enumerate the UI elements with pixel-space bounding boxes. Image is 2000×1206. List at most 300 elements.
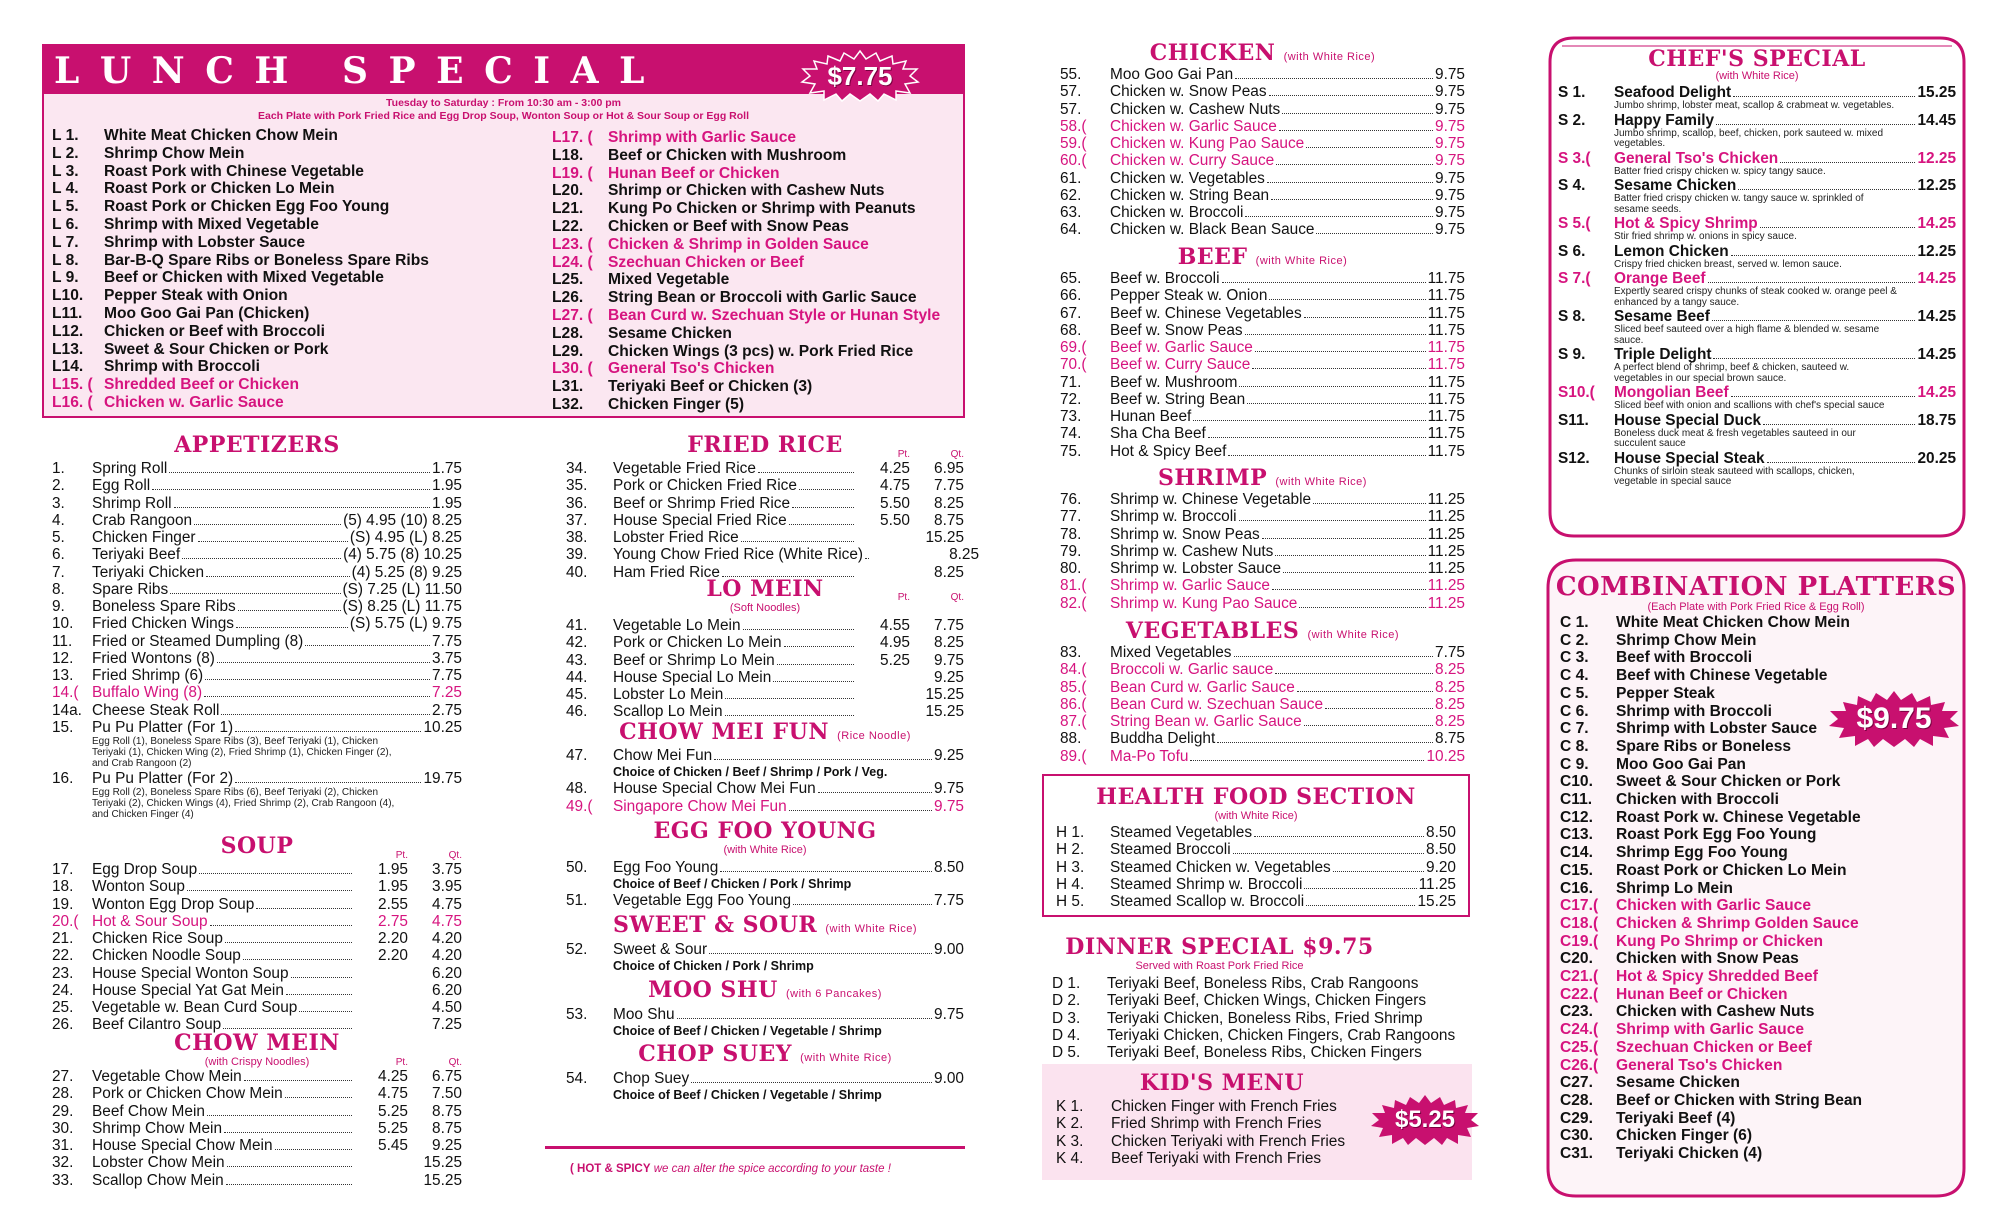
item-name: Chicken w. Cashew Nuts [1110,100,1281,118]
item-price: 15.25 [1917,84,1956,101]
leader-dots [210,925,353,926]
leader-dots [784,646,854,647]
item-price: (5) 4.95 (10) 8.25 [343,511,462,529]
item-number: L18. [552,146,584,164]
menu-item [1052,1044,1467,1061]
item-name: Chicken or Beef with Snow Peas [608,217,849,235]
soup-section [52,833,462,1034]
kids-price-burst [1370,1094,1480,1146]
item-name: Bar-B-Q Spare Ribs or Boneless Spare Ribs [104,251,429,269]
menu-item [1060,577,1465,594]
leader-dots [207,1115,352,1116]
menu-item [1060,560,1465,577]
item-number: L 6. [52,215,79,233]
item-number: C22.( [1560,985,1599,1003]
item-name: Spare Ribs [92,580,169,598]
item-name: Scallop Chow Mein [92,1171,224,1189]
item-number: 47. [566,747,588,764]
item-price: 9.75 [1435,186,1465,204]
leader-dots [169,472,430,473]
leader-dots [1234,656,1434,657]
leader-dots [1304,725,1433,726]
menu-item [52,341,532,359]
leader-dots [1304,317,1426,318]
leader-dots [1325,708,1433,709]
item-price: 9.75 [1435,117,1465,135]
leader-dots [187,890,352,891]
menu-item [52,930,462,947]
menu-item [52,564,462,581]
leader-dots [1306,147,1433,148]
item-price-quart: 3.95 [432,878,462,896]
item-price-quart: 4.20 [432,930,462,947]
leader-dots [224,1132,352,1133]
item-name: String Bean w. Garlic Sauce [1110,713,1302,730]
chefs-title: CHEF'S SPECIAL [1648,46,1866,72]
leader-dots [1255,351,1426,352]
item-number: H 1. [1056,824,1085,841]
item-price-pint: 4.55 [880,617,910,634]
item-description: Crispy fried chicken breast, served w. lemon sauce. [1614,258,1842,270]
item-name: Chicken w. Kung Pao Sauce [1110,135,1305,152]
menu-item [552,396,962,414]
combination-title: COMBINATION PLATTERS [1555,572,1957,602]
item-number: 10. [52,615,74,633]
item-name: Teriyaki Beef (4) [1616,1109,1736,1127]
item-number: L32. [552,395,584,413]
sweetsour-section [566,912,964,974]
item-number: L19. ( [552,164,593,182]
menu-item [552,218,962,236]
item-price: 8.50 [1426,824,1456,841]
item-name: Fried Chicken Wings [92,615,234,633]
vegetables-title: VEGETABLES (with White Rice) [1125,618,1400,644]
friedrice-section [566,432,980,581]
item-price: 1.75 [432,460,462,477]
item-number: K 1. [1056,1098,1084,1115]
menu-item [1560,1092,1960,1110]
item-price: 11.75 [1427,408,1465,425]
item-number: L 2. [52,144,79,162]
item-price: 11.75 [1427,321,1465,339]
item-name: Chicken w. Black Bean Sauce [1110,221,1315,239]
menu-item [1560,1021,1960,1039]
item-name: General Tso's Chicken [1614,149,1779,167]
menu-item [52,650,462,667]
menu-item [1558,84,1956,101]
item-name: Beef or Shrimp Lo Mein [613,651,775,669]
item-price-quart: 7.75 [934,477,964,495]
item-price: 9.25 [934,747,964,764]
menu-item [552,200,962,218]
item-price: 11.25 [1427,508,1465,526]
item-price: 7.75 [1435,644,1465,661]
menu-item [1560,844,1960,862]
leader-dots [677,1018,932,1019]
item-number: L31. [552,378,584,396]
soup-list [52,861,462,1034]
eggfoo-section [566,818,964,910]
item-price: 9.20 [1426,858,1456,876]
appetizers-list [52,460,462,820]
menu-item [566,703,964,720]
item-number: 53. [566,1006,588,1023]
item-name: Chicken Teriyaki with French Fries [1111,1132,1346,1150]
menu-item [566,780,964,797]
item-name: Beef w. Chinese Vegetables [1110,304,1302,322]
menu-item [52,1085,462,1102]
lunch-hours: Tuesday to Saturday : From 10:30 am - 3:00 pm [386,97,621,109]
item-price: 11.75 [1427,442,1465,460]
item-name: House Special Steak [1614,449,1765,467]
menu-item [566,747,964,764]
eggfoo-title: EGG FOO YOUNG [653,818,877,844]
item-name: Hot & Spicy Beef [1110,442,1227,460]
menu-item [1060,543,1465,560]
leader-dots [1316,233,1433,234]
menu-item [1560,791,1960,809]
leader-dots [1235,78,1433,79]
item-price: 8.50 [1426,841,1456,859]
menu-item [52,947,462,964]
item-number: 38. [566,529,588,546]
leader-dots [206,576,350,577]
item-name: Teriyaki Beef, Boneless Ribs, Chicken Fingers [1107,1044,1422,1062]
leader-dots [1306,905,1415,906]
item-price-quart: 15.25 [423,1171,462,1189]
item-number: 57. [1060,100,1082,118]
leader-dots [182,558,341,559]
item-name: Pu Pu Platter (For 1) [92,718,234,736]
menu-item [52,127,532,145]
item-name: Wonton Soup [92,878,185,896]
item-name: Mongolian Beef [1614,384,1729,401]
leader-dots [1731,255,1916,256]
leader-dots [291,977,352,978]
leader-dots [789,810,932,811]
menu-item [566,652,964,669]
item-name: Scallop Lo Mein [613,703,723,721]
item-name: Moo Goo Gai Pan [1110,66,1234,83]
menu-item [52,982,462,999]
item-name: Fried or Steamed Dumpling (8) [92,632,304,650]
menu-item [1060,508,1465,525]
item-number: L 8. [52,251,79,269]
item-name: Chicken Finger with French Fries [1111,1098,1337,1115]
menu-item [1060,491,1465,508]
item-number: 71. [1060,373,1082,391]
leader-dots [235,782,421,783]
menu-item [552,236,962,254]
beef-list [1060,270,1465,460]
item-name: Roast Pork w. Chinese Vegetable [1616,808,1861,826]
item-price: 9.75 [1435,204,1465,221]
menu-item [52,512,462,529]
item-name: Sweet & Sour [613,941,708,958]
item-name: Beef w. Curry Sauce [1110,356,1251,374]
leader-dots [1712,320,1916,321]
item-name: Shrimp or Chicken with Cashew Nuts [608,182,885,200]
item-number: L20. [552,182,584,200]
item-name: Shrimp with Mixed Vegetable [104,215,319,233]
menu-item [1558,112,1956,129]
item-price: 9.75 [1435,135,1465,152]
item-name: Fried Wontons (8) [92,649,215,667]
item-price: 9.00 [934,1070,964,1087]
kids-price: $5.25 [1394,1106,1456,1133]
menu-item [1060,661,1465,678]
item-number: 19. [52,895,74,913]
menu-item [1052,1027,1467,1044]
item-number: 20.( [52,912,79,930]
leader-dots [199,873,352,874]
item-name: Triple Delight [1614,346,1712,363]
item-number: L27. ( [552,306,593,324]
item-number: C 8. [1560,737,1589,755]
leader-dots [1222,282,1426,283]
item-number: C15. [1560,861,1593,879]
menu-item [1560,1039,1960,1057]
leader-dots [1233,853,1424,854]
item-price: 11.75 [1427,270,1465,287]
item-number: C10. [1560,773,1593,791]
menu-item [52,1154,462,1171]
leader-dots [204,696,430,697]
menu-item [1060,187,1465,204]
menu-item [1060,696,1465,713]
menu-item [1560,632,1960,650]
item-name: General Tso's Chicken [608,360,775,378]
item-name: Singapore Chow Mei Fun [613,797,787,815]
menu-item [52,913,462,930]
leader-dots [1333,871,1424,872]
item-price-pint: 2.75 [378,912,408,930]
item-number: 30. [52,1119,74,1137]
menu-item [1060,339,1465,356]
item-number: S 6. [1558,242,1586,260]
menu-item [1056,876,1456,893]
item-price: 8.25 [1435,695,1465,713]
leader-dots [1738,189,1915,190]
item-price-pint: 4.25 [880,460,910,477]
item-number: D 5. [1052,1044,1081,1062]
menu-item [52,615,462,632]
leader-dots [1275,673,1433,674]
lomein-section [566,576,964,721]
leader-dots [227,1166,352,1167]
item-name: Chicken Finger [92,529,196,546]
item-name: Shrimp with Lobster Sauce [1616,720,1818,738]
item-description: Sliced beef sauteed over a high flame & blended w. sesame sauce. [1614,324,1880,346]
item-price: 9.75 [1435,100,1465,118]
menu-item [552,254,962,272]
leader-dots [725,698,854,699]
item-name: Shrimp with Garlic Sauce [1616,1021,1805,1039]
item-name: House Special Chow Mei Fun [613,780,816,798]
menu-item [552,165,962,183]
menu-item [52,198,532,216]
leader-dots [286,994,352,995]
item-name: Beef w. Garlic Sauce [1110,339,1253,356]
item-number: 79. [1060,542,1082,560]
menu-item [1560,880,1960,898]
item-number: 80. [1060,560,1082,577]
item-number: K 3. [1056,1132,1084,1150]
leader-dots [221,714,430,715]
menu-item [1560,968,1960,986]
item-number: 73. [1060,408,1082,425]
item-number: C 9. [1560,755,1589,773]
item-name: Sesame Chicken [1616,1074,1740,1092]
item-price: 8.50 [934,859,964,876]
menu-item [1060,287,1465,304]
menu-item [1060,83,1465,100]
leader-dots [205,679,430,680]
item-name: Beef w. Broccoli [1110,270,1220,287]
item-name: Roast Pork or Chicken Lo Mein [1616,861,1847,879]
item-name: House Special Yat Gat Mein [92,981,284,999]
menu-item [1060,204,1465,221]
combination-panel [1546,558,1966,1198]
item-name: Chicken w. Snow Peas [1110,83,1267,101]
item-name: Beef w. Snow Peas [1110,321,1243,339]
item-name: Beef with Broccoli [1616,649,1753,667]
menu-item [52,581,462,598]
leader-dots [1713,358,1915,359]
friedrice-title: FRIED RICE [687,432,843,458]
item-name: Crab Rangoon [92,511,193,529]
item-name: Pork or Chicken Lo Mein [613,634,782,652]
item-number: 88. [1060,730,1082,748]
item-name: Lobster Chow Mein [92,1154,225,1172]
menu-item [52,667,462,684]
item-name: Teriyaki Chicken, Chicken Fingers, Crab Rangoons [1107,1026,1456,1044]
item-price-quart: 4.20 [432,947,462,965]
item-name: Shrimp with Garlic Sauce [608,129,797,146]
menu-item [52,965,462,982]
item-name: Moo Shu [613,1006,675,1023]
item-number: C 1. [1560,614,1589,631]
item-number: C27. [1560,1074,1593,1092]
menu-item [52,460,462,477]
menu-item [1060,356,1465,373]
item-number: 22. [52,947,74,965]
item-number: 14.( [52,684,79,702]
soup-size-header: Pt. Qt. [395,850,462,861]
item-name: Cheese Steak Roll [92,701,220,719]
item-name: Sweet & Sour Chicken or Pork [104,340,329,358]
menu-item [1558,450,1956,467]
item-price-quart: 6.20 [432,964,462,982]
menu-item [1560,933,1960,951]
item-price-quart: 15.25 [925,686,964,703]
health-food-panel [1042,774,1470,917]
menu-item [1558,412,1956,429]
item-name: Chicken Noodle Soup [92,947,241,965]
item-name: Chicken w. Vegetables [1110,169,1265,187]
item-number: 89.( [1060,747,1087,765]
item-number: C19.( [1560,932,1599,950]
menu-item [52,702,462,719]
item-number: 66. [1060,287,1082,305]
item-name: Beef with Chinese Vegetable [1616,667,1828,685]
item-note: Egg Roll (1), Boneless Spare Ribs (3), Beef Teriyaki (1), Chicken Teriyaki (1), Chicken Wing (2), Fried Shrimp (1), Chicken Finger (2), and Crab Rangoon (2) [92,736,392,769]
appetizers-title: APPETIZERS [174,432,340,458]
leader-dots [792,507,854,508]
leader-dots [1299,607,1425,608]
item-number: S 8. [1558,308,1586,325]
item-name: Shrimp Chow Mein [92,1119,223,1137]
item-price: 14.25 [1917,270,1956,287]
leader-dots [789,524,854,525]
menu-item [1560,915,1960,933]
item-number: D 4. [1052,1026,1081,1044]
item-price: 11.25 [1427,525,1465,543]
item-number: H 3. [1056,858,1085,876]
menu-item [1060,118,1465,135]
item-number: C 5. [1560,684,1589,702]
item-price: 11.75 [1427,356,1465,374]
menu-item [1052,992,1467,1009]
menu-item [1560,1074,1960,1092]
item-price-pint: 1.95 [378,878,408,896]
item-price: 8.25 [1435,678,1465,696]
item-name: Shrimp with Broccoli [1616,702,1772,720]
item-name: Sesame Beef [1614,308,1710,325]
item-description: Boneless duck meat & fresh vegetables sauteed in our succulent sauce [1614,427,1856,449]
leader-dots [238,610,341,611]
dinner-title: DINNER SPECIAL $9.75 [1065,934,1374,960]
leader-dots [243,959,352,960]
lomein-list [566,617,964,721]
menu-item [1558,384,1956,401]
item-name: House Special Duck [1614,411,1762,429]
menu-item [1060,66,1465,83]
menu-item [1052,1010,1467,1027]
item-price: 14.25 [1917,346,1956,363]
item-price-quart: 15.25 [925,529,964,546]
item-number: C 4. [1560,667,1589,685]
item-name: House Special Fried Rice [613,511,787,529]
item-name: Chicken w. Garlic Sauce [104,393,284,411]
sweetsour-list [566,941,964,974]
menu-item [552,129,962,147]
lomein-size-header: Pt. Qt. [897,592,964,603]
chicken-title: CHICKEN (with White Rice) [1149,40,1376,66]
item-name: Mixed Vegetables [1110,644,1232,661]
item-name: Chicken & Shrimp in Golden Sauce [608,235,869,253]
menu-item [1060,391,1465,408]
appetizers-section [52,432,462,821]
item-price: 7.75 [432,632,462,650]
leader-dots [1275,555,1425,556]
item-number: L23. ( [552,235,593,253]
item-number: 5. [52,529,65,546]
menu-item [552,360,962,378]
item-number: 3. [52,494,65,512]
item-price-quart: 8.25 [949,546,980,564]
menu-item [566,546,980,564]
item-price: 9.75 [1435,66,1465,83]
item-name: Szechuan Chicken or Beef [608,253,804,271]
item-price: 11.25 [1427,560,1465,577]
chowmeifun-title: CHOW MEI FUN (Rice Noodle) [619,719,911,745]
leader-dots [226,1184,352,1185]
item-number: 11. [52,632,73,650]
item-name: Hunan Beef or Chicken [608,164,780,182]
menu-item [1056,824,1456,841]
item-number: S 2. [1558,111,1586,129]
